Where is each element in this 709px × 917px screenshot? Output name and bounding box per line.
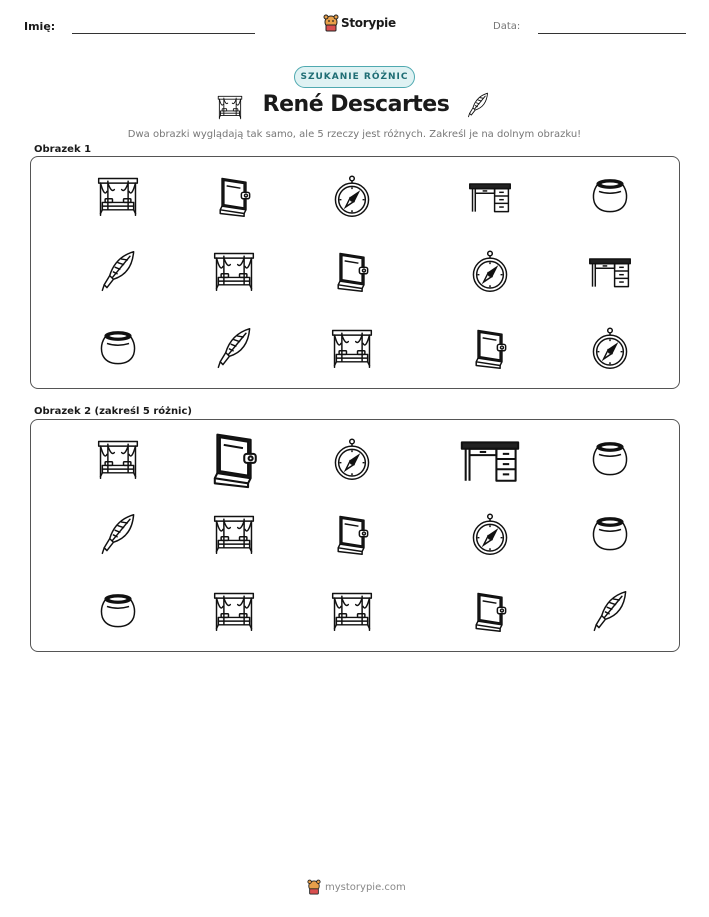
book-icon [329, 248, 375, 294]
canopy-bed-icon [216, 93, 244, 121]
picture-2-label: Obrazek 2 (zakreśl 5 różnic) [34, 406, 192, 417]
date-label: Data: [493, 21, 521, 32]
quill-icon[interactable] [95, 511, 141, 557]
picture-1-label: Obrazek 1 [34, 144, 92, 155]
quill-icon[interactable] [587, 588, 633, 634]
canopy-bed-icon [211, 248, 257, 294]
desk-icon [467, 173, 513, 219]
pot-icon [95, 325, 141, 371]
storypie-logo [323, 14, 396, 32]
canopy-bed-icon [329, 325, 375, 371]
pot-icon[interactable] [587, 511, 633, 557]
date-field-line[interactable] [538, 33, 686, 34]
footer-url[interactable]: mystorypie.com [325, 881, 406, 893]
name-field-line[interactable] [72, 33, 255, 34]
quill-icon [211, 325, 257, 371]
storypie-mascot-icon [323, 14, 339, 32]
canopy-bed-icon[interactable] [211, 511, 257, 557]
canopy-bed-icon[interactable] [211, 588, 257, 634]
book-icon[interactable] [329, 511, 375, 557]
book-icon[interactable] [467, 588, 513, 634]
brand-name: Storypie [341, 16, 396, 30]
book-icon [467, 325, 513, 371]
canopy-bed-icon[interactable] [95, 436, 141, 482]
compass-icon[interactable] [467, 511, 513, 557]
desk-icon[interactable] [458, 427, 522, 491]
compass-icon [329, 173, 375, 219]
pot-icon [587, 173, 633, 219]
pot-icon[interactable] [95, 588, 141, 634]
compass-icon[interactable] [329, 436, 375, 482]
compass-icon [467, 248, 513, 294]
book-icon [211, 173, 257, 219]
name-label: Imię: [24, 20, 56, 33]
storypie-mascot-icon [307, 879, 321, 895]
compass-icon [587, 325, 633, 371]
book-icon[interactable] [202, 427, 266, 491]
canopy-bed-icon[interactable] [329, 588, 375, 634]
canopy-bed-icon [95, 173, 141, 219]
desk-icon [587, 248, 633, 294]
instructions: Dwa obrazki wyglądają tak samo, ale 5 rzeczy jest różnych. Zakreśl je na dolnym obrazku! [127, 129, 582, 140]
pot-icon[interactable] [587, 436, 633, 482]
quill-icon [464, 91, 492, 119]
footer [307, 879, 406, 895]
activity-badge: SZUKANIE RÓŻNIC [294, 66, 415, 88]
page-title: René Descartes [262, 92, 450, 117]
quill-icon [95, 248, 141, 294]
